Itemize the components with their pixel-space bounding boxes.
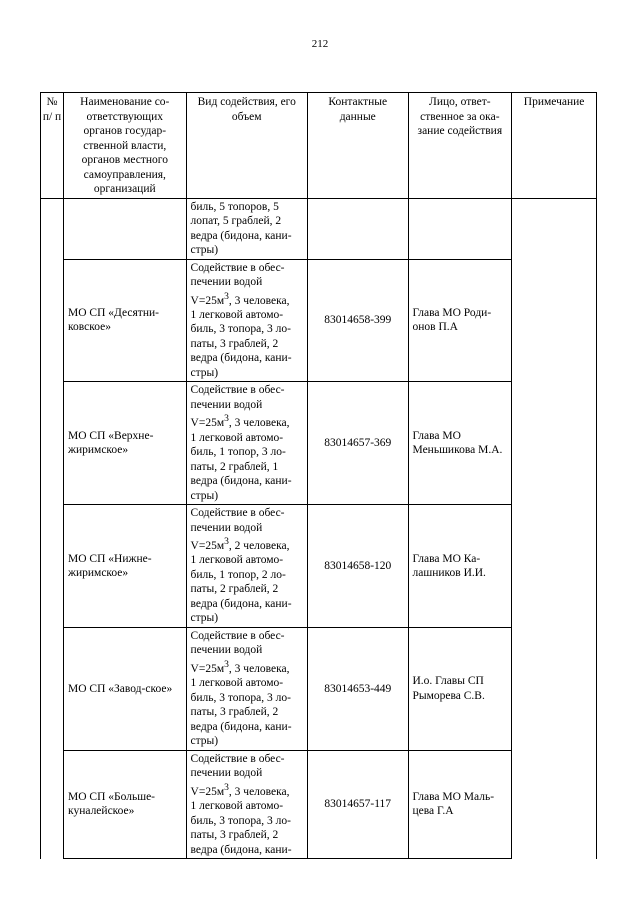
contact-cell: 83014653-449 [307, 627, 408, 750]
person-cell: Глава МО Маль-цева Г.А [408, 750, 512, 858]
assistance-type-cell: Содействие в обес- печении водой $V=25м^3$, 3 человека, 1 легковой автомо- биль, 1 топор, 3 ло- паты, 2 граблей, 1 ведра (бидона, кани- стры) [186, 382, 307, 505]
org-name-cell: МО СП «Верхне-жиримское» [64, 382, 187, 505]
person-cell [408, 198, 512, 259]
person-cell: Глава МО Меньшикова М.А. [408, 382, 512, 505]
page-number: 212 [311, 38, 329, 50]
contact-cell: 83014658-120 [307, 505, 408, 628]
org-name-cell: МО СП «Нижне-жиримское» [64, 505, 187, 628]
person-cell: И.о. Главы СП Рыморева С.В. [408, 627, 512, 750]
header-contact: Контактные данные [307, 93, 408, 199]
assistance-type-cell: Содействие в обес- печении водой $V=25м^3$, 2 человека, 1 легковой автомо- биль, 1 топор, 2 ло- паты, 2 граблей, 2 ведра (бидона, кани- стры) [186, 505, 307, 628]
contact-cell [307, 198, 408, 259]
person-cell: Глава МО Роди-онов П.А [408, 259, 512, 382]
org-name-cell [64, 198, 187, 259]
assistance-type-cell: биль, 5 топоров, 5 лопат, 5 граблей, 2 ведра (бидона, кани- стры) [186, 198, 307, 259]
header-note: Примечание [512, 93, 597, 199]
contact-cell: 83014657-117 [307, 750, 408, 858]
contact-cell: 83014658-399 [307, 259, 408, 382]
header-name: Наименование со-ответствующих органов государ-ственной власти, органов местного самоуправления, организаций [64, 93, 187, 199]
assistance-type-cell: Содействие в обес- печении водой $V=25м^3$, 3 человека, 1 легковой автомо- биль, 3 топора, 3 ло- паты, 3 граблей, 2 ведра (бидона, кани- стры) [186, 627, 307, 750]
org-name-cell: МО СП «Завод-ское» [64, 627, 187, 750]
org-name-cell: МО СП «Больше-куналейское» [64, 750, 187, 858]
assistance-type-cell: Содействие в обес- печении водой $V=25м^3$, 3 человека, 1 легковой автомо- биль, 3 топора, 3 ло- паты, 3 граблей, 2 ведра (бидона, кани- стры) [186, 259, 307, 382]
header-num: № п/ п [41, 93, 64, 199]
person-cell: Глава МО Ка-лашников И.И. [408, 505, 512, 628]
note-cell [512, 198, 597, 859]
header-person: Лицо, ответ-ственное за ока-зание содействия [408, 93, 512, 199]
org-name-cell: МО СП «Десятни-ковское» [64, 259, 187, 382]
assistance-table [40, 92, 597, 859]
table-row-continuation [41, 198, 597, 259]
contact-cell: 83014657-369 [307, 382, 408, 505]
header-type: Вид содействия, его объем [186, 93, 307, 199]
num-cell [41, 198, 64, 859]
table-header-row [41, 93, 597, 199]
assistance-type-cell: Содействие в обес- печении водой $V=25м^3$, 3 человека, 1 легковой автомо- биль, 3 топора, 3 ло- паты, 3 граблей, 2 ведра (бидона, кани- [186, 750, 307, 858]
